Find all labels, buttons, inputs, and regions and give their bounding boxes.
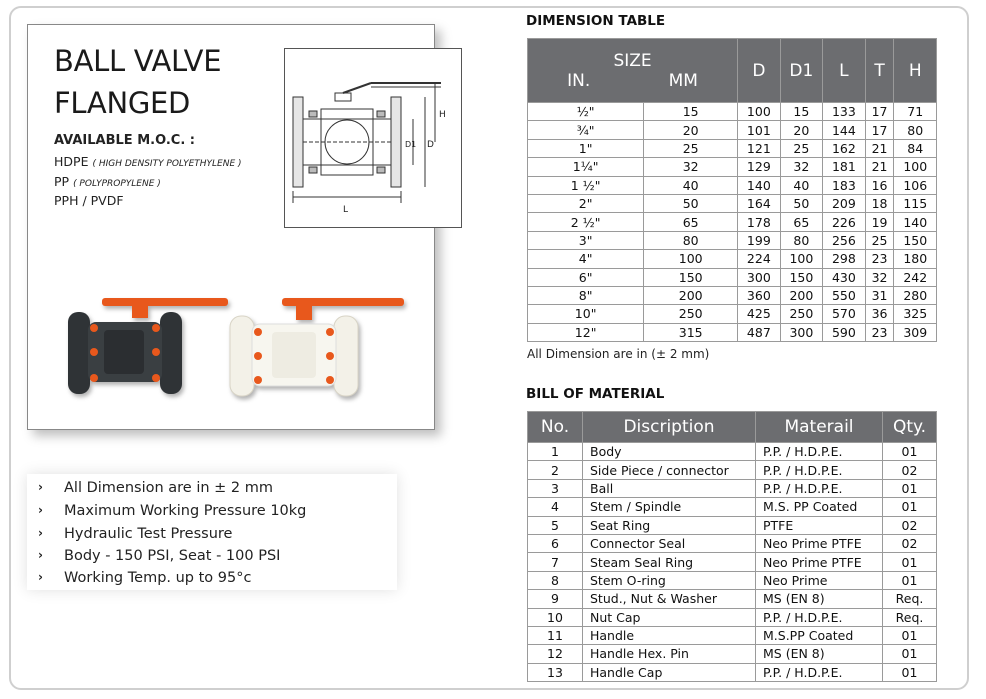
table-cell: 8 (528, 571, 583, 589)
chevron-right-icon: › (38, 570, 43, 584)
table-cell: 140 (894, 213, 937, 231)
table-cell: 550 (823, 286, 865, 304)
col-header: Discription (583, 412, 756, 443)
table-cell: 100 (644, 250, 738, 268)
table-cell: 2" (528, 194, 644, 212)
table-cell: 15 (780, 103, 823, 121)
table-cell: 200 (780, 286, 823, 304)
table-cell: P.P. / H.D.P.E. (756, 608, 883, 626)
table-cell: 25 (865, 231, 894, 249)
table-row (528, 443, 937, 461)
table-cell: 02 (883, 534, 937, 552)
table-cell: 40 (780, 176, 823, 194)
table-cell: 32 (644, 158, 738, 176)
table-cell: P.P. / H.D.P.E. (756, 663, 883, 681)
table-cell: 21 (865, 139, 894, 157)
table-cell: 150 (644, 268, 738, 286)
table-cell: 65 (780, 213, 823, 231)
table-cell: Handle (583, 626, 756, 644)
chevron-right-icon: › (38, 503, 43, 517)
chevron-right-icon: › (38, 480, 43, 494)
moc-heading: AVAILABLE M.O.C. : (54, 133, 195, 148)
table-cell: 250 (780, 305, 823, 323)
table-cell: 20 (780, 121, 823, 139)
table-cell: 15 (644, 103, 738, 121)
table-cell: 1¼" (528, 158, 644, 176)
table-cell: 3" (528, 231, 644, 249)
table-row (528, 305, 937, 323)
table-cell: MS (EN 8) (756, 590, 883, 608)
table-row (528, 645, 937, 663)
table-cell: 5 (528, 516, 583, 534)
table-cell: 226 (823, 213, 865, 231)
table-cell: 209 (823, 194, 865, 212)
table-cell: 425 (738, 305, 780, 323)
table-cell: 6" (528, 268, 644, 286)
table-cell: 23 (865, 250, 894, 268)
table-cell: 32 (780, 158, 823, 176)
table-cell: P.P. / H.D.P.E. (756, 461, 883, 479)
table-cell: 121 (738, 139, 780, 157)
table-cell: 65 (644, 213, 738, 231)
dimension-table-heading: DIMENSION TABLE (526, 13, 666, 29)
table-cell: 31 (865, 286, 894, 304)
table-cell: 178 (738, 213, 780, 231)
drawing-stem (335, 93, 351, 101)
table-cell: P.P. / H.D.P.E. (756, 479, 883, 497)
table-cell: Req. (883, 590, 937, 608)
table-cell: 01 (883, 498, 937, 516)
table-cell: 9 (528, 590, 583, 608)
table-cell: Ball (583, 479, 756, 497)
table-row (528, 479, 937, 497)
table-cell: 13 (528, 663, 583, 681)
table-cell: ½" (528, 103, 644, 121)
table-cell: 80 (644, 231, 738, 249)
table-row (528, 139, 937, 157)
table-cell: 01 (883, 626, 937, 644)
table-row (528, 103, 937, 121)
col-header: L (823, 39, 865, 103)
table-row (528, 626, 937, 644)
col-header: H (894, 39, 937, 103)
table-cell: Handle Hex. Pin (583, 645, 756, 663)
table-cell: 7 (528, 553, 583, 571)
table-cell: 25 (644, 139, 738, 157)
table-row (528, 250, 937, 268)
table-cell: 140 (738, 176, 780, 194)
table-cell: Neo Prime PTFE (756, 553, 883, 571)
drawing-label-l: L (343, 205, 349, 215)
table-cell: 50 (780, 194, 823, 212)
table-cell: 280 (894, 286, 937, 304)
drawing-label-h: H (439, 110, 446, 120)
table-cell: 10" (528, 305, 644, 323)
table-cell: Seat Ring (583, 516, 756, 534)
table-row (528, 571, 937, 589)
table-cell: Stem / Spindle (583, 498, 756, 516)
table-cell: 01 (883, 479, 937, 497)
table-cell: 01 (883, 443, 937, 461)
table-cell: 50 (644, 194, 738, 212)
table-cell: 133 (823, 103, 865, 121)
moc-item-pp: PP ( POLYPROPYLENE ) (54, 174, 161, 189)
table-row (528, 516, 937, 534)
table-cell: 16 (865, 176, 894, 194)
table-cell: 21 (865, 158, 894, 176)
table-row (528, 323, 937, 341)
col-header: No. (528, 412, 583, 443)
col-header: D1 (780, 39, 823, 103)
table-cell: 100 (738, 103, 780, 121)
table-cell: 181 (823, 158, 865, 176)
chevron-right-icon: › (38, 548, 43, 562)
table-cell: 18 (865, 194, 894, 212)
table-cell: 250 (644, 305, 738, 323)
table-cell: 01 (883, 553, 937, 571)
drawing-label-d1: D1 (405, 140, 417, 149)
table-cell: Neo Prime PTFE (756, 534, 883, 552)
table-row (528, 553, 937, 571)
table-cell: 84 (894, 139, 937, 157)
chevron-right-icon: › (38, 526, 43, 540)
table-cell: 430 (823, 268, 865, 286)
table-cell: Body (583, 443, 756, 461)
table-cell: 101 (738, 121, 780, 139)
table-cell: 200 (644, 286, 738, 304)
table-cell: Req. (883, 608, 937, 626)
table-row (528, 213, 937, 231)
drawing-label-d: D (427, 140, 434, 150)
table-cell: 315 (644, 323, 738, 341)
table-cell: 199 (738, 231, 780, 249)
table-cell: 180 (894, 250, 937, 268)
table-cell: 162 (823, 139, 865, 157)
table-cell: Steam Seal Ring (583, 553, 756, 571)
moc-item-pph: PPH / PVDF (54, 193, 124, 208)
table-cell: ¾" (528, 121, 644, 139)
col-header: D (738, 39, 780, 103)
valve-drawing-svg (285, 49, 461, 227)
col-header: Materail (756, 412, 883, 443)
table-cell: 17 (865, 103, 894, 121)
table-cell: P.P. / H.D.P.E. (756, 443, 883, 461)
table-cell: 2 (528, 461, 583, 479)
table-cell: Stud., Nut & Washer (583, 590, 756, 608)
table-cell: Connector Seal (583, 534, 756, 552)
product-title-line2: FLANGED (54, 86, 191, 120)
table-cell: 02 (883, 516, 937, 534)
table-cell: 256 (823, 231, 865, 249)
size-header: SIZE IN. MM (528, 39, 738, 103)
product-photos (60, 290, 410, 400)
table-cell: 71 (894, 103, 937, 121)
table-row (528, 121, 937, 139)
table-cell: 11 (528, 626, 583, 644)
table-cell: Nut Cap (583, 608, 756, 626)
table-cell: 20 (644, 121, 738, 139)
table-row (528, 608, 937, 626)
table-cell: 1" (528, 139, 644, 157)
table-row (528, 663, 937, 681)
table-cell: 100 (780, 250, 823, 268)
table-row (528, 158, 937, 176)
table-cell: 325 (894, 305, 937, 323)
table-cell: 300 (780, 323, 823, 341)
table-cell: 12" (528, 323, 644, 341)
table-row (528, 268, 937, 286)
table-cell: Handle Cap (583, 663, 756, 681)
table-cell: 80 (780, 231, 823, 249)
table-cell: 360 (738, 286, 780, 304)
table-cell: 300 (738, 268, 780, 286)
table-cell: 1 ½" (528, 176, 644, 194)
table-cell: 80 (894, 121, 937, 139)
table-cell: 487 (738, 323, 780, 341)
table-cell: 6 (528, 534, 583, 552)
table-cell: 224 (738, 250, 780, 268)
table-cell: 100 (894, 158, 937, 176)
table-cell: 570 (823, 305, 865, 323)
table-cell: 106 (894, 176, 937, 194)
table-row (528, 231, 937, 249)
table-cell: 36 (865, 305, 894, 323)
technical-drawing (284, 48, 462, 228)
table-cell: 150 (894, 231, 937, 249)
table-cell: 40 (644, 176, 738, 194)
table-cell: 19 (865, 213, 894, 231)
table-cell: 115 (894, 194, 937, 212)
table-cell: 32 (865, 268, 894, 286)
table-row (528, 590, 937, 608)
table-cell: 8" (528, 286, 644, 304)
table-row (528, 534, 937, 552)
table-cell: Neo Prime (756, 571, 883, 589)
table-cell: PTFE (756, 516, 883, 534)
bom-heading: BILL OF MATERIAL (526, 386, 665, 402)
table-cell: 309 (894, 323, 937, 341)
table-row (528, 176, 937, 194)
table-cell: MS (EN 8) (756, 645, 883, 663)
table-cell: 10 (528, 608, 583, 626)
table-cell: 01 (883, 571, 937, 589)
table-cell: 02 (883, 461, 937, 479)
table-cell: 25 (780, 139, 823, 157)
table-cell: 2 ½" (528, 213, 644, 231)
table-cell: 144 (823, 121, 865, 139)
table-cell: M.S.PP Coated (756, 626, 883, 644)
table-row (528, 498, 937, 516)
table-cell: 4" (528, 250, 644, 268)
table-cell: 298 (823, 250, 865, 268)
col-header: Qty. (883, 412, 937, 443)
product-title-line1: BALL VALVE (54, 44, 222, 78)
table-cell: 17 (865, 121, 894, 139)
table-cell: 590 (823, 323, 865, 341)
table-cell: 129 (738, 158, 780, 176)
table-cell: 1 (528, 443, 583, 461)
white-valve-image (230, 298, 404, 396)
table-cell: 183 (823, 176, 865, 194)
table-row (528, 286, 937, 304)
dimension-table (527, 38, 937, 342)
table-cell: 3 (528, 479, 583, 497)
bom-table (527, 411, 937, 682)
col-header: T (865, 39, 894, 103)
table-cell: 242 (894, 268, 937, 286)
table-cell: M.S. PP Coated (756, 498, 883, 516)
table-row (528, 194, 937, 212)
dimension-note: All Dimension are in (± 2 mm) (527, 347, 710, 361)
dark-valve-image (68, 298, 228, 394)
table-cell: 164 (738, 194, 780, 212)
table-cell: Stem O-ring (583, 571, 756, 589)
table-cell: 4 (528, 498, 583, 516)
table-cell: 150 (780, 268, 823, 286)
table-row (528, 461, 937, 479)
table-cell: 01 (883, 663, 937, 681)
table-cell: 12 (528, 645, 583, 663)
table-cell: 01 (883, 645, 937, 663)
moc-item-hdpe: HDPE ( HIGH DENSITY POLYETHYLENE ) (54, 154, 242, 169)
table-cell: 23 (865, 323, 894, 341)
table-cell: Side Piece / connector (583, 461, 756, 479)
